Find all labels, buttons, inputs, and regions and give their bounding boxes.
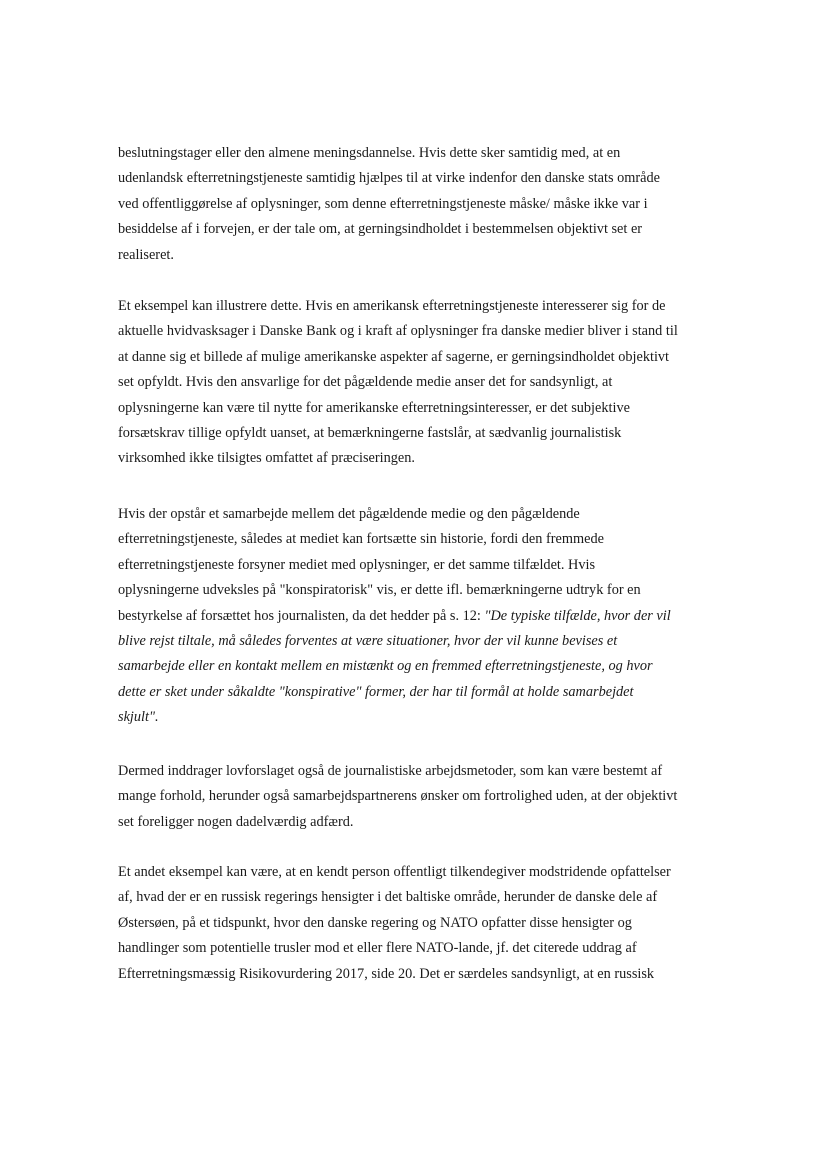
text-line: Dermed inddrager lovforslaget også de journalistiske arbejdsmetoder, som kan være bestemt af <box>118 763 663 779</box>
text-line: handlinger som potentielle trusler mod et eller flere NATO-lande, jf. det citerede uddrag af <box>118 940 637 957</box>
quote-segment: "De typiske tilfælde, hvor der vil <box>484 607 671 624</box>
paragraph-1 <box>118 141 718 268</box>
text-line: Efterretningsmæssig Risikovurdering 2017, side 20. Det er særdeles sandsynligt, at en russisk <box>118 965 655 982</box>
text-line: forsætskrav tillige opfyldt uanset, at bemærkningerne fastslår, at sædvanlig journalistisk <box>118 424 622 441</box>
text-line: Et andet eksempel kan være, at en kendt person offentligt tilkendegiver modstridende opfattelser <box>118 864 671 880</box>
text-line: oplysningerne kan være til nytte for amerikanske efterretningsinteresser, er det subjektive <box>118 399 630 416</box>
text-line: beslutningstager eller den almene meningsdannelse. Hvis dette sker samtidig med, at en <box>118 145 621 161</box>
paragraph-3 <box>118 502 718 731</box>
text-line: besiddelse af i forvejen, er der tale om, at gerningsindholdet i bestemmelsen objektivt set er <box>118 221 643 238</box>
text-line: efterretningstjeneste, således at mediet kan fortsætte sin historie, fordi den fremmede <box>118 531 604 548</box>
mixed-text-line <box>118 604 718 629</box>
text-line: at danne sig et billede af mulige amerikanske aspekter af sagerne, er gerningsindholdet objektivt <box>118 348 670 365</box>
text-line: virksomhed ikke tilsigtes omfattet af præciseringen. <box>118 450 415 467</box>
text-line: Et eksempel kan illustrere dette. Hvis en amerikansk efterretningstjeneste interesserer sig for de <box>118 298 666 314</box>
text-line: af, hvad der er en russisk regerings hensigter i det baltiske område, herunder de danske dele af <box>118 889 658 906</box>
text-line: set opfyldt. Hvis den ansvarlige for det pågældende medie anser det for sandsynligt, at <box>118 374 613 391</box>
text-line: oplysningerne udveksles på "konspiratorisk" vis, er dette ifl. bemærkningerne udtryk for en <box>118 582 641 599</box>
text-line: realiseret. <box>118 246 174 263</box>
paragraph-4 <box>118 759 718 835</box>
text-line: aktuelle hvidvasksager i Danske Bank og i kraft af oplysninger fra danske medier bliver i stand til <box>118 323 678 340</box>
quote-line: skjult". <box>118 709 159 726</box>
text-line: Hvis der opstår et samarbejde mellem det pågældende medie og den pågældende <box>118 506 580 522</box>
text-line: set foreligger nogen dadelværdig adfærd. <box>118 813 354 830</box>
text-line: efterretningstjeneste forsyner mediet med oplysninger, er det samme tilfældet. Hvis <box>118 556 596 573</box>
paragraph-5 <box>118 860 718 987</box>
text-segment: bestyrkelse af forsættet hos journalisten, da det hedder på s. 12: <box>118 607 485 624</box>
quote-line: samarbejde eller en kontakt mellem en mistænkt og en fremmed efterretningstjeneste, og hvor <box>118 658 653 675</box>
text-line: ved offentliggørelse af oplysninger, som denne efterretningstjeneste måske/ måske ikke var i <box>118 195 648 212</box>
paragraph-2 <box>118 294 718 472</box>
text-line: mange forhold, herunder også samarbejdspartnerens ønsker om fortrolighed uden, at der objektivt <box>118 788 678 805</box>
quote-line: dette er sket under såkaldte "konspirative" former, der har til formål at holde samarbejdet <box>118 683 634 700</box>
text-line: udenlandsk efterretningstjeneste samtidig hjælpes til at virke indenfor den danske stats område <box>118 170 660 187</box>
text-line: Østersøen, på et tidspunkt, hvor den danske regering og NATO opfatter disse hensigter og <box>118 914 632 931</box>
quote-line: blive rejst tiltale, må således forventes at være situationer, hvor der vil kunne bevises et <box>118 632 618 649</box>
